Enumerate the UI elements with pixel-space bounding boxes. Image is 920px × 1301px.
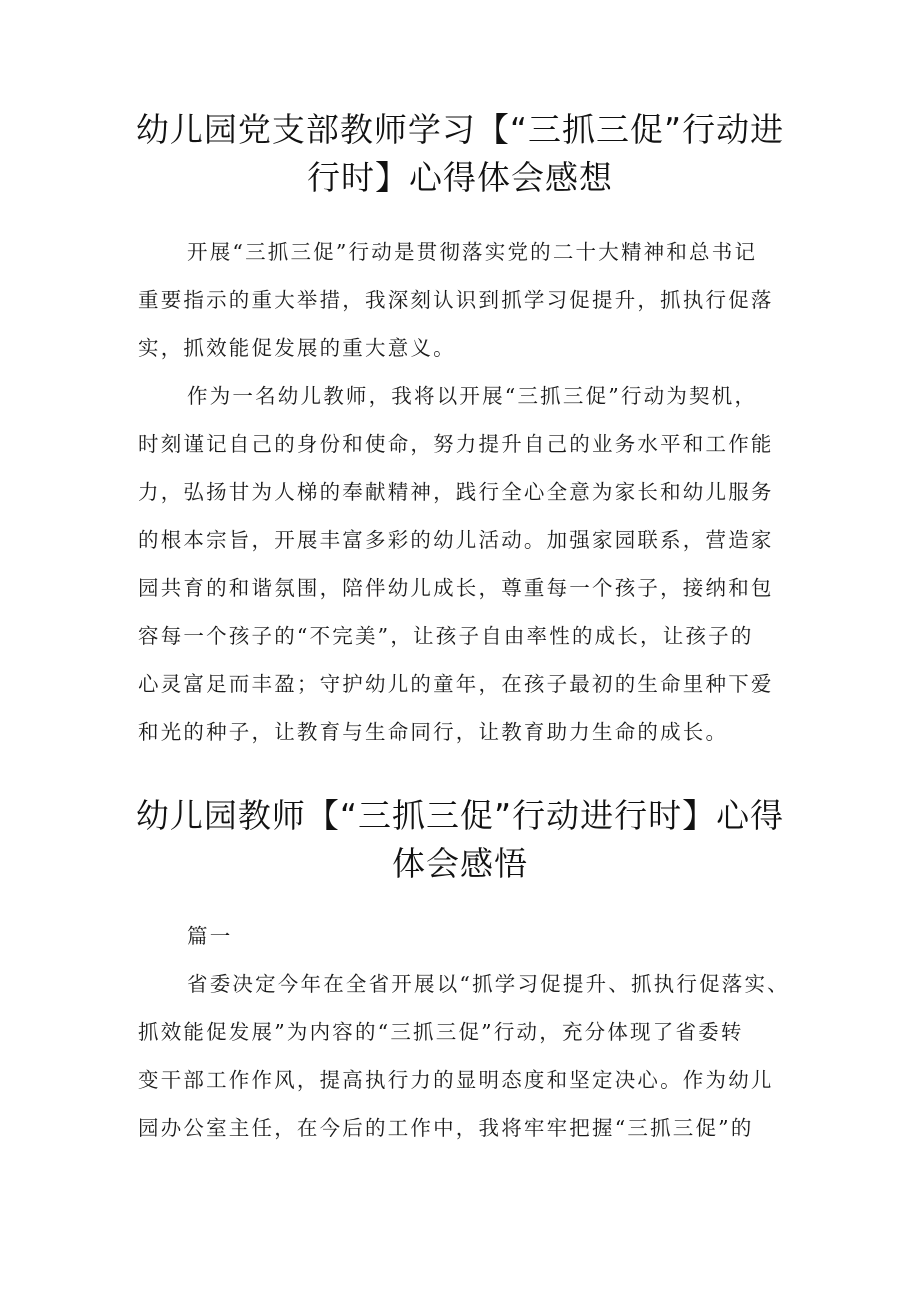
paragraph-commitment — [138, 372, 798, 756]
paragraph-line: 变干部工作作风，提高执行力的显明态度和坚定决心。作为幼儿 — [138, 1068, 774, 1092]
document-title — [130, 106, 790, 202]
title-line: 幼儿园教师【“三抓三促”行动进行时】心得 — [135, 796, 785, 835]
paragraph-line: 实，抓效能促发展的重大意义。 — [138, 336, 456, 360]
section-label: 篇一 — [187, 924, 233, 948]
paragraph-line: 时刻谨记自己的身份和使命，努力提升自己的业务水平和工作能 — [138, 432, 774, 456]
title-line: 幼儿园党支部教师学习【“三抓三促”行动进 — [135, 110, 785, 149]
paragraph-line: 园共育的和谐氛围，陪伴幼儿成长，尊重每一个孩子，接纳和包 — [138, 576, 774, 600]
paragraph-line: 园办公室主任，在今后的工作中，我将牢牢把握“三抓三促”的 — [138, 1116, 754, 1140]
paragraph-line: 的根本宗旨，开展丰富多彩的幼儿活动。加强家园联系，营造家 — [138, 528, 774, 552]
paragraph-line: 重要指示的重大举措，我深刻认识到抓学习促提升，抓执行促落 — [138, 288, 774, 312]
section-title — [130, 792, 790, 888]
paragraph-provincial — [138, 960, 798, 1152]
paragraph-line: 抓效能促发展”为内容的“三抓三促”行动，充分体现了省委转 — [138, 1020, 744, 1044]
paragraph-line: 和光的种子，让教育与生命同行，让教育助力生命的成长。 — [138, 720, 729, 744]
paragraph-line: 作为一名幼儿教师，我将以开展“三抓三促”行动为契机， — [187, 384, 758, 408]
paragraph-intro — [138, 228, 798, 372]
title-line: 行时】心得体会感想 — [307, 158, 613, 197]
paragraph-line: 开展“三抓三促”行动是贯彻落实党的二十大精神和总书记 — [187, 240, 758, 264]
section-label-block — [138, 912, 798, 960]
title-line: 体会感悟 — [392, 844, 528, 883]
paragraph-line: 心灵富足而丰盈；守护幼儿的童年，在孩子最初的生命里种下爱 — [138, 672, 774, 696]
paragraph-line: 容每一个孩子的“不完美”，让孩子自由率性的成长，让孩子的 — [138, 624, 754, 648]
paragraph-line: 省委决定今年在全省开展以“抓学习促提升、抓执行促落实、 — [187, 972, 790, 996]
paragraph-line: 力，弘扬甘为人梯的奉献精神，践行全心全意为家长和幼儿服务 — [138, 480, 774, 504]
